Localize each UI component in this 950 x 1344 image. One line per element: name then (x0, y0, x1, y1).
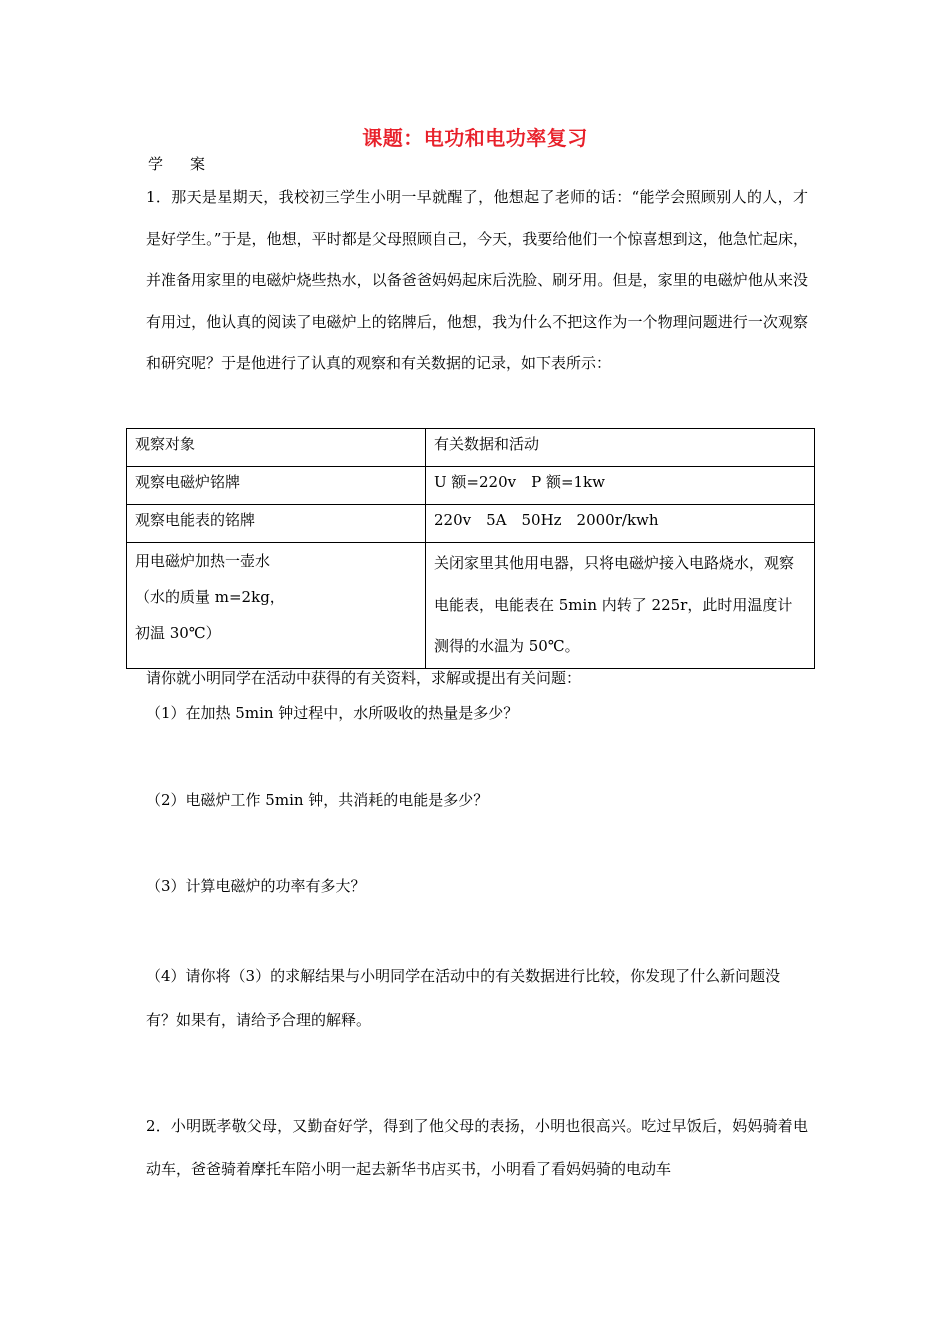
table-cell-data: U 额=220v P 额=1kw (426, 467, 815, 505)
table-cell-object (127, 543, 426, 669)
section-label: 学 案 (148, 155, 212, 173)
cell-line: 初温 30℃） (135, 624, 221, 642)
question-3: （3）计算电磁炉的功率有多大？ (146, 877, 366, 895)
cell-line: （水的质量 m=2kg， (135, 588, 285, 606)
question-1: （1）在加热 5min 钟过程中，水所吸收的热量是多少？ (146, 704, 519, 722)
table-cell-object: 观察电能表的铭牌 (127, 505, 426, 543)
problem-2-text: 2．小明既孝敬父母，又勤奋好学，得到了他父母的表扬，小明也很高兴。吃过早饭后，妈妈骑着电动车，爸爸骑着摩托车陪小明一起去新华书店买书，小明看了看妈妈骑的电动车 (146, 1117, 808, 1178)
observation-table (126, 428, 815, 669)
table-cell-data: 关闭家里其他用电器，只将电磁炉接入电路烧水，观察电能表，电能表在 5min 内转了 225r，此时用温度计测得的水温为 50℃。 (426, 543, 815, 669)
table-header-cell: 有关数据和活动 (426, 429, 815, 467)
question-prompt: 请你就小明同学在活动中获得的有关资料，求解或提出有关问题： (146, 669, 582, 687)
cell-line: 用电磁炉加热一壶水 (135, 552, 271, 570)
table-cell-data: 220v 5A 50Hz 2000r/kwh (426, 505, 815, 543)
problem-1-text: 1．那天是星期天，我校初三学生小明一早就醒了，他想起了老师的话：“能学会照顾别人的人，才是好学生。”于是，他想，平时都是父母照顾自己，今天，我要给他们一个惊喜想到这，他急忙起床，并准备用家里的电磁炉烧些热水，以备爸爸妈妈起床后洗脸、刷牙用。但是，家里的电磁炉他从来没有用过，他认真的阅读了电磁炉上的铭牌后，他想，我为什么不把这作为一个物理问题进行一次观察和研究呢？于是他进行了认真的观察和有关数据的记录，如下表所示： (146, 188, 808, 372)
table-row (127, 467, 815, 505)
table-row (127, 543, 815, 669)
table-cell-object: 观察电磁炉铭牌 (127, 467, 426, 505)
question-2: （2）电磁炉工作 5min 钟，共消耗的电能是多少？ (146, 791, 489, 809)
table-header-cell: 观察对象 (127, 429, 426, 467)
page-title: 课题：电功和电功率复习 (362, 126, 588, 150)
table-header-row (127, 429, 815, 467)
question-4: （4）请你将（3）的求解结果与小明同学在活动中的有关数据进行比较，你发现了什么新问题没有？如果有，请给予合理的解释。 (146, 967, 781, 1029)
table-row (127, 505, 815, 543)
